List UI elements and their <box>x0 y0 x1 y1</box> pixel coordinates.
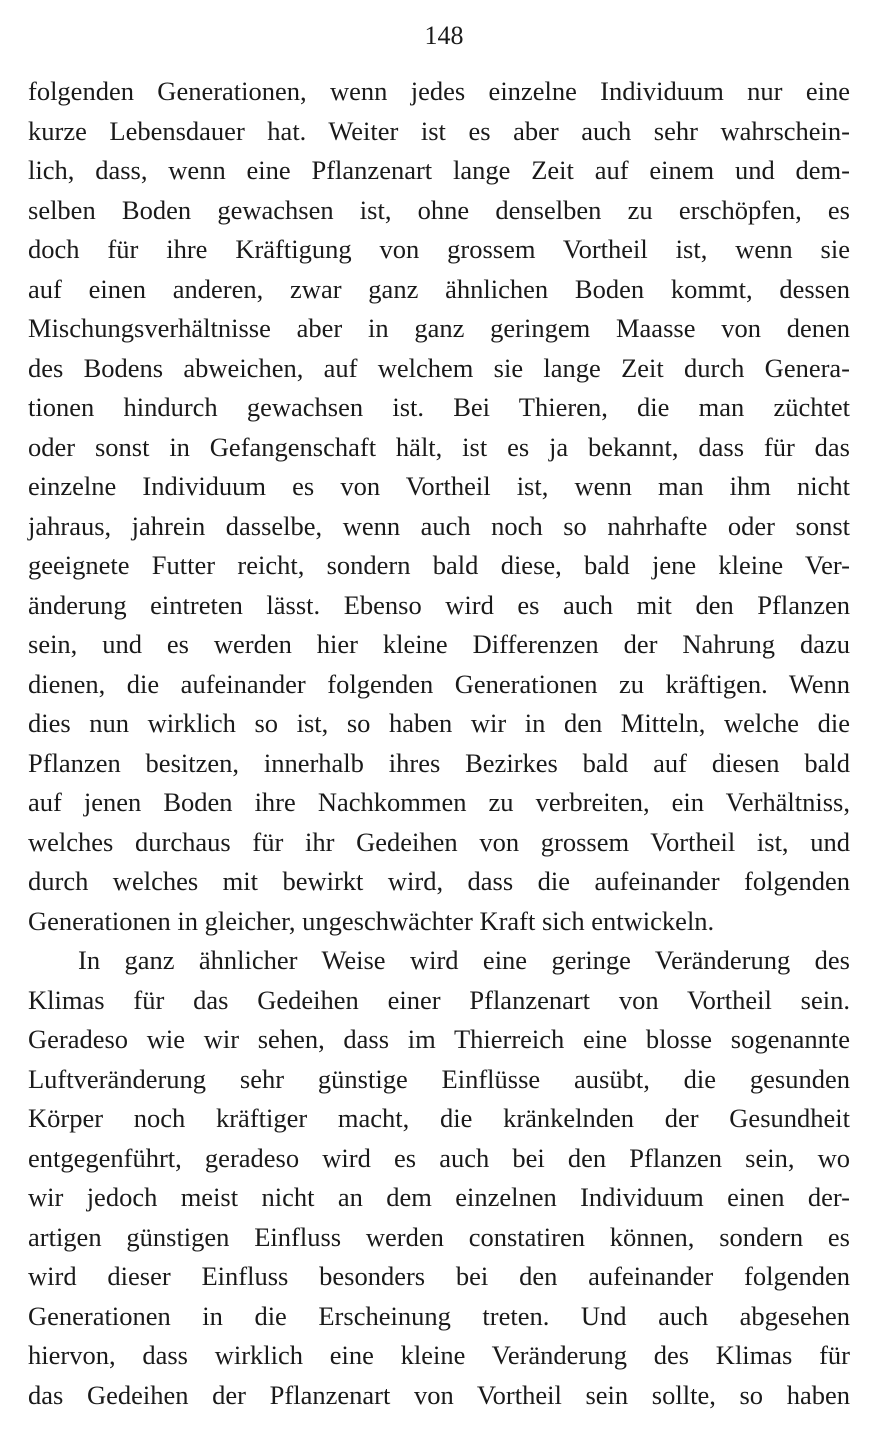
text-line: des Bodens abweichen, auf welchem sie lange Zeit durch Genera- <box>28 352 850 383</box>
text-line: selben Boden gewachsen ist, ohne denselben zu erschöpfen, es <box>28 194 850 225</box>
text-line: doch für ihre Kräftigung von grossem Vortheil ist, wenn sie <box>28 234 850 264</box>
text-line: sein, und es werden hier kleine Differenzen der Nahrung dazu <box>28 629 850 659</box>
text-line: auf jenen Boden ihre Nachkommen zu verbreiten, ein Verhältniss, <box>28 787 850 817</box>
text-line: Geradeso wie wir sehen, dass im Thierreich eine blosse sogenannte <box>28 1024 850 1054</box>
text-line: Pflanzen besitzen, innerhalb ihres Bezirkes bald auf diesen bald <box>28 747 850 778</box>
page-number: 148 <box>424 21 464 50</box>
text-line: Generationen in die Erscheinung treten. Und auch abgesehen <box>28 1300 850 1331</box>
text-line: jahraus, jahrein dasselbe, wenn auch noch so nahrhafte oder sonst <box>28 510 850 541</box>
text-line: kurze Lebensdauer hat. Weiter ist es aber auch sehr wahrschein- <box>28 115 850 146</box>
text-line: geeignete Futter reicht, sondern bald diese, bald jene kleine Ver- <box>28 550 850 580</box>
text-line: lich, dass, wenn eine Pflanzenart lange Zeit auf einem und dem- <box>28 155 850 185</box>
text-line: folgenden Generationen, wenn jedes einzelne Individuum nur eine <box>28 76 850 106</box>
text-line: wird dieser Einfluss besonders bei den aufeinander folgenden <box>28 1261 850 1291</box>
text-line: wir jedoch meist nicht an dem einzelnen Individuum einen der- <box>28 1182 850 1212</box>
text-line: oder sonst in Gefangenschaft hält, ist es ja bekannt, dass für das <box>28 431 850 462</box>
text-line: Luftveränderung sehr günstige Einflüsse ausübt, die gesunden <box>28 1063 850 1094</box>
text-line: durch welches mit bewirkt wird, dass die aufeinander folgenden <box>28 866 850 896</box>
text-line: auf einen anderen, zwar ganz ähnlichen Boden kommt, dessen <box>28 273 850 304</box>
text-line: dies nun wirklich so ist, so haben wir in den Mitteln, welche die <box>28 708 850 738</box>
text-line: änderung eintreten lässt. Ebenso wird es auch mit den Pflanzen <box>28 589 850 620</box>
text-line: welches durchaus für ihr Gedeihen von grossem Vortheil ist, und <box>28 826 850 857</box>
text-line: Klimas für das Gedeihen einer Pflanzenart von Vortheil sein. <box>28 984 850 1015</box>
text-line: einzelne Individuum es von Vortheil ist, wenn man ihm nicht <box>28 471 850 501</box>
text-line: entgegenführt, geradeso wird es auch bei den Pflanzen sein, wo <box>28 1142 850 1173</box>
text-line: das Gedeihen der Pflanzenart von Vortheil sein sollte, so haben <box>28 1379 850 1410</box>
text-line: Mischungsverhältnisse aber in ganz geringem Maasse von denen <box>28 313 850 343</box>
body-text <box>28 72 850 1415</box>
text-line: artigen günstigen Einfluss werden constatiren können, sondern es <box>28 1221 850 1252</box>
paragraph-end-line: Generationen in gleicher, ungeschwächter Kraft sich entwickeln. <box>28 905 715 936</box>
text-line: tionen hindurch gewachsen ist. Bei Thieren, die man züchtet <box>28 392 850 422</box>
text-line: Körper noch kräftiger macht, die kränkelnden der Gesundheit <box>28 1103 850 1133</box>
paragraph-start-line: In ganz ähnlicher Weise wird eine geringe Veränderung des <box>78 945 850 975</box>
text-line: hiervon, dass wirklich eine kleine Veränderung des Klimas für <box>28 1340 850 1370</box>
text-line: dienen, die aufeinander folgenden Generationen zu kräftigen. Wenn <box>28 668 850 699</box>
